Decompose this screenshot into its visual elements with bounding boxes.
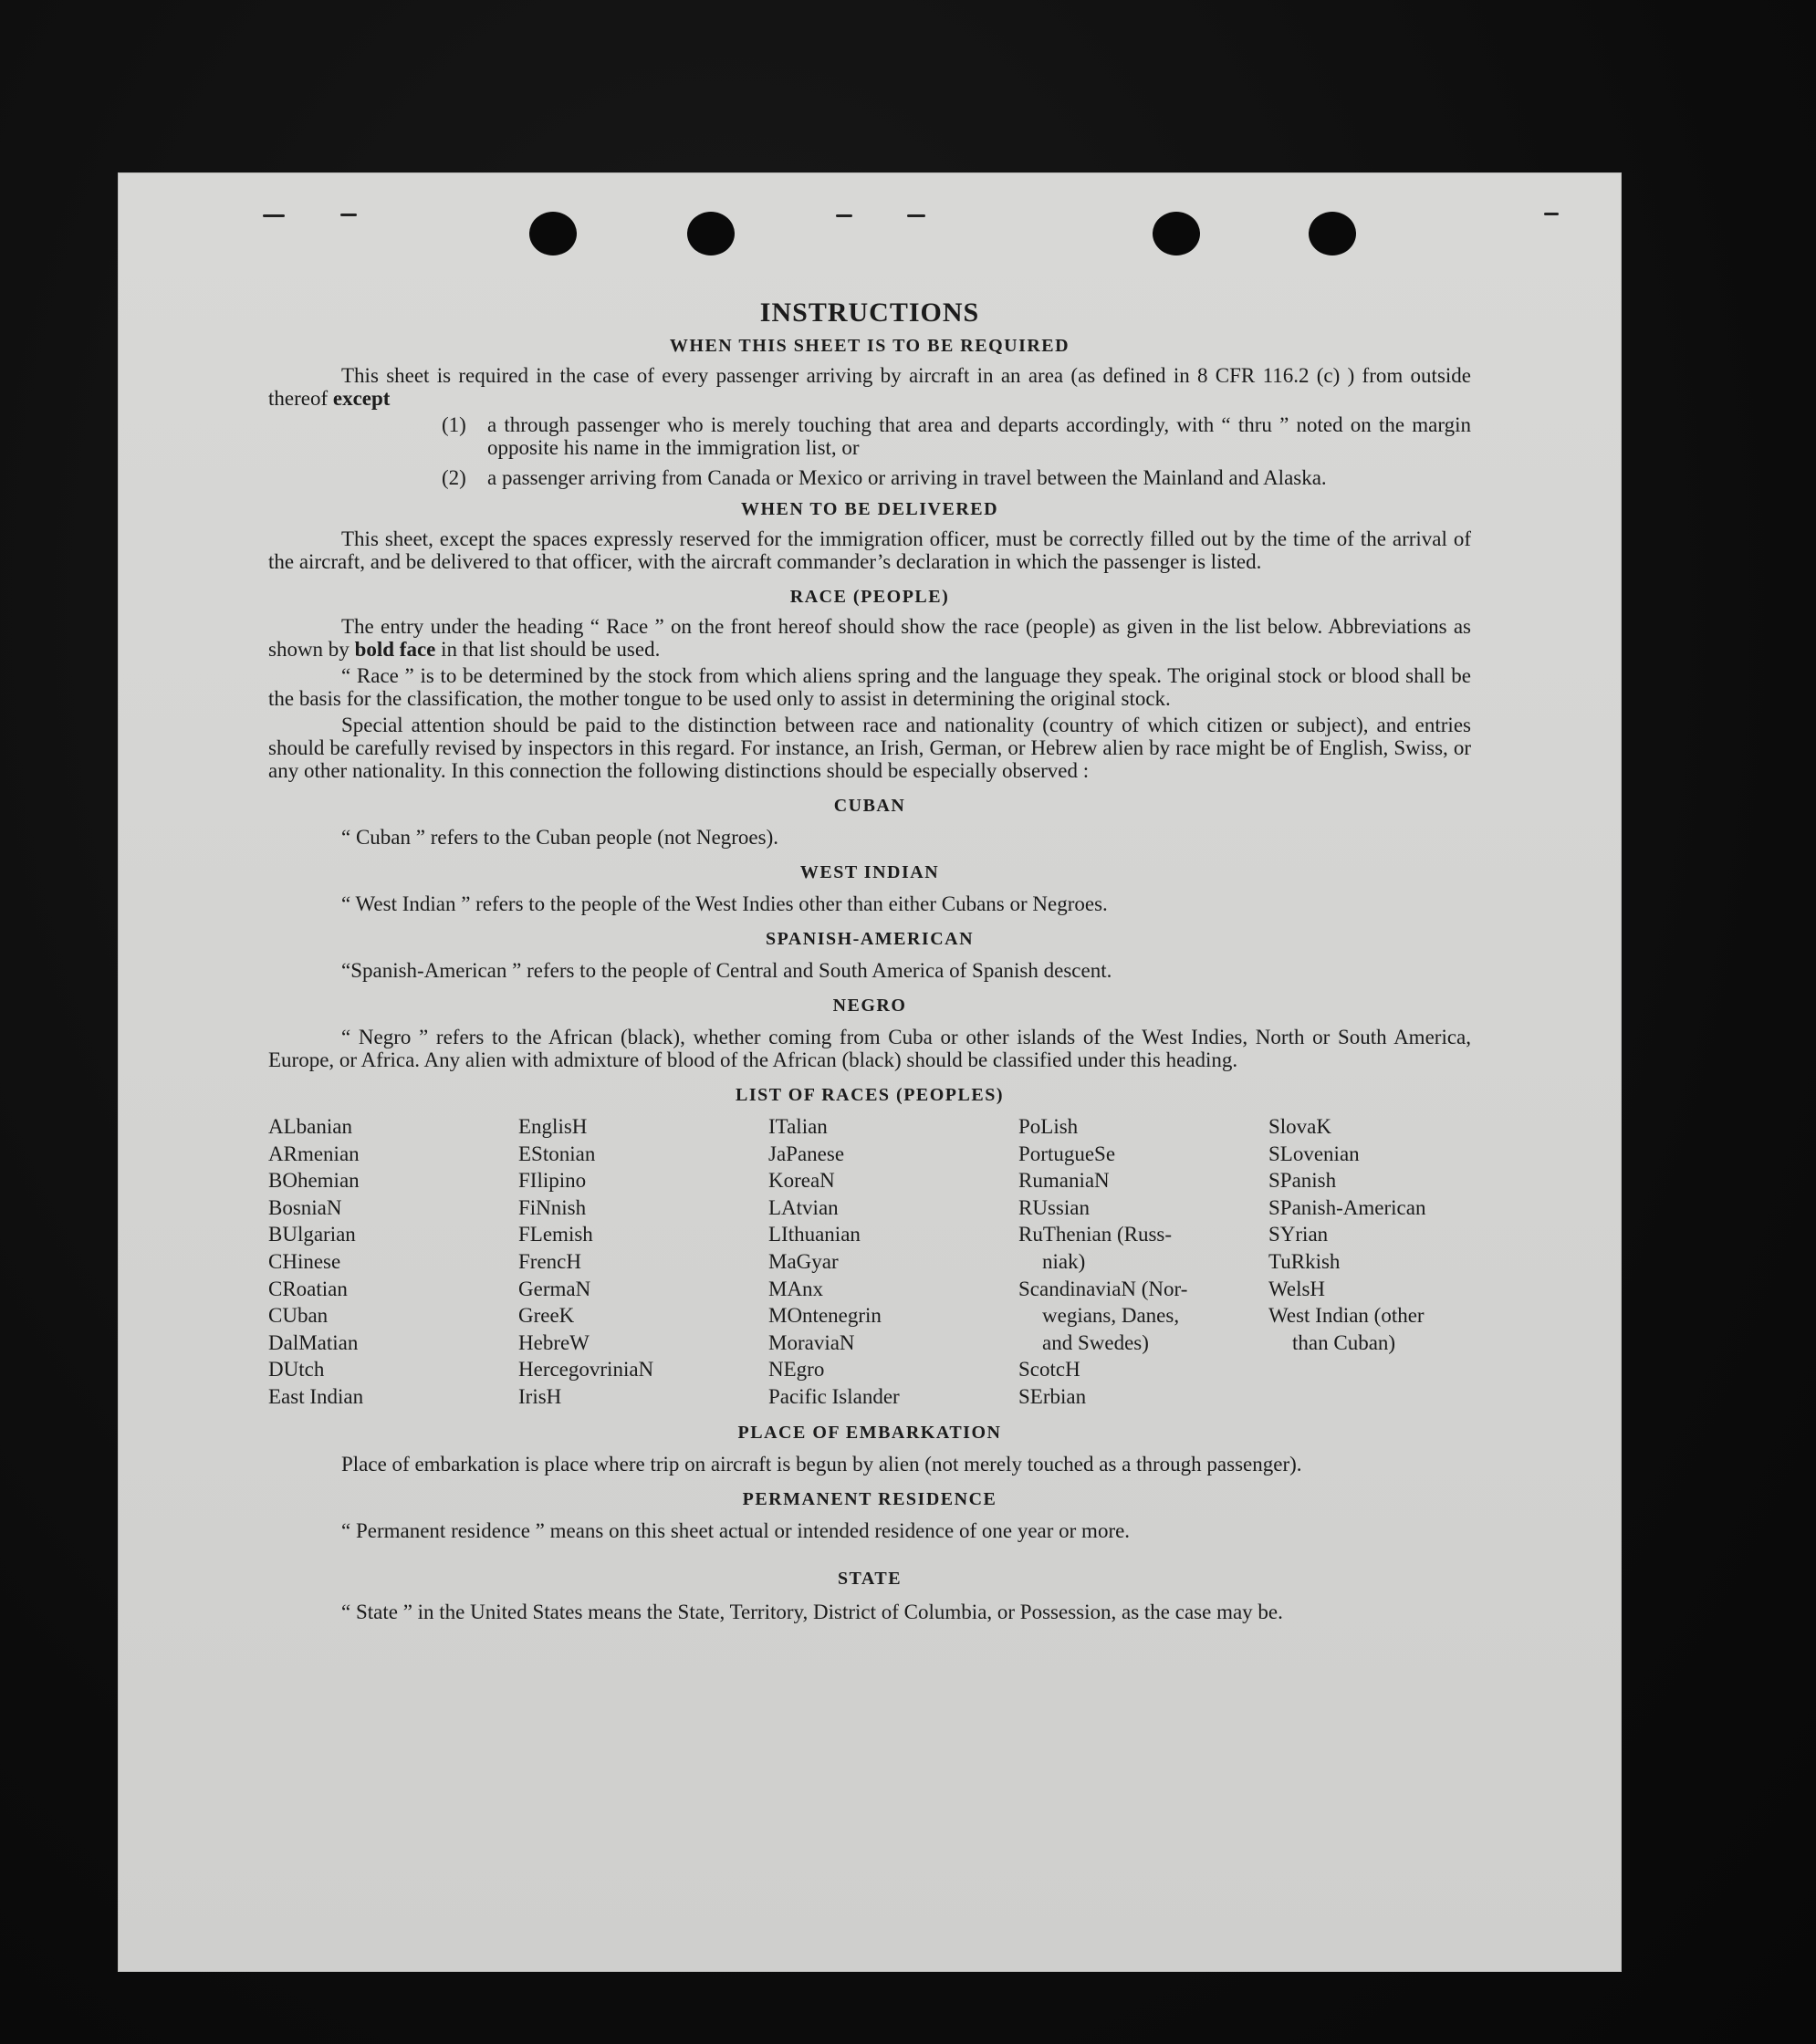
races-list bbox=[268, 1113, 1471, 1411]
race-entry: ALbanian bbox=[268, 1115, 352, 1138]
race-entry: Pacific Islander bbox=[768, 1384, 900, 1408]
binder-mark bbox=[836, 214, 852, 217]
race-entry: MoraviaN bbox=[768, 1330, 855, 1354]
race-entry: TuRkish bbox=[1268, 1249, 1341, 1273]
race-entry: ScandinaviaN (Nor- bbox=[1018, 1277, 1188, 1300]
race-entry: SErbian bbox=[1018, 1384, 1087, 1408]
race-entry-continued: and Swedes) bbox=[1042, 1330, 1149, 1354]
race-entry: West Indian (other bbox=[1268, 1304, 1425, 1328]
section-heading-state: STATE bbox=[837, 1568, 903, 1589]
spanish-american-text: “Spanish-American ” refers to the people of Central and South America of Spanish descent. bbox=[341, 959, 1112, 982]
section-heading-required: WHEN THIS SHEET IS TO BE REQUIRED bbox=[669, 336, 1070, 356]
race-entry: FIlipino bbox=[518, 1169, 587, 1193]
race-entry: GreeK bbox=[518, 1304, 575, 1328]
section-heading-cuban: CUBAN bbox=[833, 796, 906, 816]
cuban-text: “ Cuban ” refers to the Cuban people (not Negroes). bbox=[341, 826, 779, 849]
residence-text: “ Permanent residence ” means on this sheet actual or intended residence of one year or more. bbox=[341, 1518, 1131, 1542]
race-entry: LIthuanian bbox=[768, 1223, 861, 1246]
section-heading-delivered: WHEN TO BE DELIVERED bbox=[740, 499, 999, 519]
race-entry: FiNnish bbox=[518, 1195, 587, 1219]
races-column-5 bbox=[1268, 1113, 1471, 1411]
race-entry: MaGyar bbox=[768, 1249, 839, 1273]
race-entry: PortugueSe bbox=[1018, 1142, 1116, 1165]
race-entry: CRoatian bbox=[268, 1277, 348, 1300]
race-entry: ARmenian bbox=[268, 1142, 360, 1165]
race-entry: HebreW bbox=[518, 1330, 590, 1354]
required-item-1: (1) a through passenger who is merely touching that area and departs accordingly, with “ thru ” noted on the margin opposite his name in the immigration list, or bbox=[442, 413, 1471, 459]
section-heading-west-indian: WEST INDIAN bbox=[799, 862, 940, 882]
race-entry: LAtvian bbox=[768, 1195, 839, 1219]
race-entry: RUssian bbox=[1018, 1195, 1090, 1219]
binder-mark bbox=[263, 214, 285, 217]
delivered-text: This sheet, except the spaces expressly reserved for the immigration officer, must be correctly filled out by the time of the arrival of the aircraft, and be delivered to that officer, with the aircraft commander’s declaration in which the passenger is listed. bbox=[268, 527, 1471, 573]
races-column-4 bbox=[1018, 1113, 1268, 1411]
race-entry: RumaniaN bbox=[1018, 1169, 1110, 1193]
race-entry: SLovenian bbox=[1268, 1142, 1360, 1165]
race-entry: JaPanese bbox=[768, 1142, 845, 1165]
section-heading-embarkation: PLACE OF EMBARKATION bbox=[737, 1422, 1002, 1443]
race-entry: BOhemian bbox=[268, 1169, 360, 1193]
race-entry: FrencH bbox=[518, 1249, 581, 1273]
race-entry: SlovaK bbox=[1268, 1115, 1331, 1138]
race-entry: ITalian bbox=[768, 1115, 828, 1138]
race-entry: SPanish-American bbox=[1268, 1195, 1426, 1219]
binder-mark bbox=[907, 214, 925, 217]
required-item-2: (2) a passenger arriving from Canada or Mexico or arriving in travel between the Mainland and Alaska. bbox=[442, 466, 1327, 489]
west-indian-text: “ West Indian ” refers to the people of the West Indies other than either Cubans or Negroes. bbox=[341, 892, 1108, 915]
race-entry: CHinese bbox=[268, 1249, 341, 1273]
race-entry: SPanish bbox=[1268, 1169, 1337, 1193]
punch-hole bbox=[1309, 212, 1356, 256]
race-paragraph-3: Special attention should be paid to the distinction between race and nationality (country of which citizen or subject), and entries should be carefully revised by inspectors in this regard. For instance, an Irish, German, or Hebrew alien by race might be of English, Swiss, or any other nationality. In this connection the following distinctions should be especially observed : bbox=[268, 714, 1471, 782]
document-sheet bbox=[119, 173, 1621, 1971]
punch-hole bbox=[687, 212, 735, 256]
race-entry: SYrian bbox=[1268, 1223, 1329, 1246]
race-entry: FLemish bbox=[518, 1223, 593, 1246]
race-entry: MAnx bbox=[768, 1277, 824, 1300]
races-column-2 bbox=[518, 1113, 768, 1411]
state-text: “ State ” in the United States means the State, Territory, District of Columbia, or Possession, as the case may be. bbox=[341, 1600, 1283, 1623]
binder-mark bbox=[340, 214, 357, 216]
race-entry: NEgro bbox=[768, 1358, 825, 1382]
instructions-body bbox=[268, 297, 1471, 1623]
race-entry: BosniaN bbox=[268, 1195, 342, 1219]
race-entry: ScotcH bbox=[1018, 1358, 1080, 1382]
race-paragraph-2: “ Race ” is to be determined by the stock from which aliens spring and the language they speak. The original stock or blood shall be the basis for the classification, the mother tongue to be used only to assist in determining the original stock. bbox=[268, 664, 1471, 710]
race-entry: DalMatian bbox=[268, 1330, 359, 1354]
race-entry: MOntenegrin bbox=[768, 1304, 882, 1328]
race-entry: BUlgarian bbox=[268, 1223, 356, 1246]
races-column-3 bbox=[768, 1113, 1018, 1411]
punch-hole bbox=[529, 212, 577, 256]
page-title: INSTRUCTIONS bbox=[759, 297, 980, 328]
race-entry: CUban bbox=[268, 1304, 329, 1328]
race-entry-continued: than Cuban) bbox=[1292, 1330, 1396, 1354]
race-entry: KoreaN bbox=[768, 1169, 835, 1193]
race-paragraph-1: The entry under the heading “ Race ” on the front hereof should show the race (people) as given in the list below. Abbreviations as shown by bold face in that list should be used. bbox=[268, 615, 1471, 661]
embarkation-text: Place of embarkation is place where trip on aircraft is begun by alien (not merely touched as a through passenger). bbox=[341, 1452, 1302, 1476]
race-entry-continued: niak) bbox=[1042, 1249, 1086, 1273]
race-entry: East Indian bbox=[268, 1384, 364, 1408]
race-entry: HercegovriniaN bbox=[518, 1358, 654, 1382]
race-entry: DUtch bbox=[268, 1358, 325, 1382]
race-entry: WelsH bbox=[1268, 1277, 1326, 1300]
punch-hole bbox=[1153, 212, 1200, 256]
race-entry: RuThenian (Russ- bbox=[1018, 1223, 1173, 1246]
section-heading-negro: NEGRO bbox=[832, 996, 907, 1016]
race-entry: EStonian bbox=[518, 1142, 596, 1165]
race-entry: IrisH bbox=[518, 1384, 562, 1408]
races-column-1 bbox=[268, 1113, 518, 1411]
race-entry: EnglisH bbox=[518, 1115, 588, 1138]
section-heading-spanish-american: SPANISH-AMERICAN bbox=[765, 929, 975, 949]
section-heading-races-list: LIST OF RACES (PEOPLES) bbox=[735, 1085, 1004, 1105]
race-entry-continued: wegians, Danes, bbox=[1042, 1304, 1180, 1328]
race-entry: GermaN bbox=[518, 1277, 591, 1300]
section-heading-race: RACE (PEOPLE) bbox=[789, 587, 950, 607]
race-entry: PoLish bbox=[1018, 1115, 1079, 1138]
negro-text: “ Negro ” refers to the African (black), whether coming from Cuba or other islands of the West Indies, North or South America, Europe, or Africa. Any alien with admixture of blood of the African (black) should be classified under this heading. bbox=[268, 1026, 1471, 1071]
section-heading-residence: PERMANENT RESIDENCE bbox=[742, 1488, 997, 1509]
binder-mark bbox=[1544, 213, 1559, 215]
required-intro: This sheet is required in the case of every passenger arriving by aircraft in an area (as defined in 8 CFR 116.2 (c) ) from outside thereof except bbox=[268, 364, 1471, 410]
